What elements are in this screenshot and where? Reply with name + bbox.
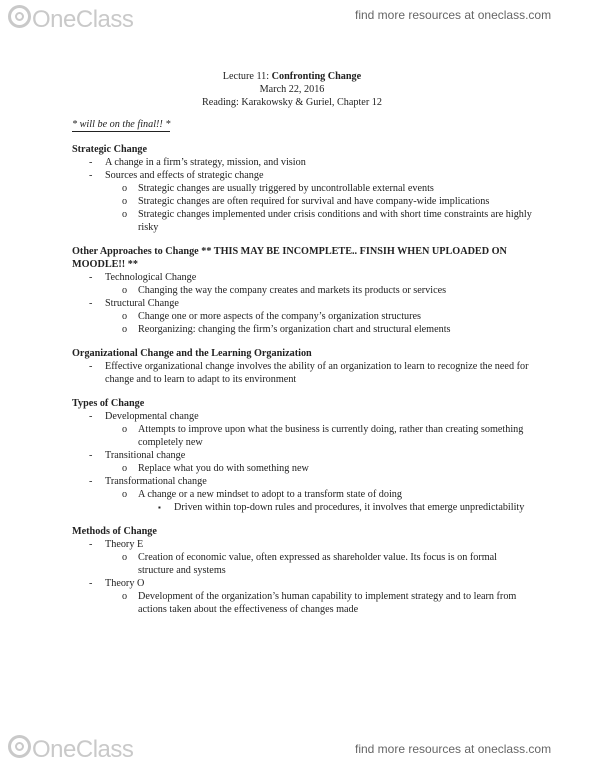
sub-list-item	[72, 195, 532, 208]
list-item	[72, 271, 532, 284]
logo-ring-icon	[8, 5, 31, 28]
oneclass-logo-bottom	[8, 735, 133, 764]
logo-ring-icon	[8, 735, 31, 758]
square-marker: ▪	[158, 503, 161, 512]
lecture-number: Lecture 11:	[222, 71, 272, 82]
logo-text: OneClass	[32, 6, 134, 33]
top-bar	[0, 0, 595, 32]
sub-list-item	[72, 182, 532, 195]
list-item-text: Replace what you do with something new	[138, 463, 309, 474]
oneclass-logo	[8, 5, 133, 34]
list-item-text: Strategic changes are usually triggered by uncontrollable external events	[138, 183, 434, 194]
sub-list-item	[72, 208, 532, 234]
logo-text: OneClass	[32, 736, 134, 763]
sub-list-item	[72, 310, 532, 323]
list-item-text: Effective organizational change involves the ability of an organization to learn to recognize the need for change and to learn to adapt to its environment	[105, 361, 529, 385]
circle-marker: o	[122, 183, 128, 194]
document-body	[72, 70, 532, 616]
list-item-text: A change or a new mindset to adopt to a transform state of doing	[138, 489, 402, 500]
circle-marker: o	[122, 285, 128, 296]
dash-marker: -	[89, 170, 93, 181]
list-item	[72, 449, 532, 462]
section-title: Strategic Change	[72, 144, 147, 155]
list-item	[72, 169, 532, 182]
circle-marker: o	[122, 489, 128, 500]
sub-list-item	[72, 590, 532, 616]
dash-marker: -	[89, 272, 93, 283]
list-item	[72, 410, 532, 423]
circle-marker: o	[122, 463, 128, 474]
list-item-text: Transitional change	[105, 450, 186, 461]
list-item-text: Theory E	[105, 539, 144, 550]
lecture-topic: Confronting Change	[271, 71, 362, 82]
dash-marker: -	[89, 578, 93, 589]
section-title: Types of Change	[72, 398, 145, 409]
dash-marker: -	[89, 157, 93, 168]
circle-marker: o	[122, 424, 128, 435]
list-item	[72, 577, 532, 590]
circle-marker: o	[122, 324, 128, 335]
sub-list-item	[72, 488, 532, 501]
circle-marker: o	[122, 209, 128, 220]
list-item-text: Technological Change	[105, 272, 197, 283]
list-item	[72, 297, 532, 310]
list-item-text: Strategic changes implemented under crisis conditions and with short time constraints are highly risky	[138, 209, 532, 233]
section-title: Other Approaches to Change ** THIS MAY BE INCOMPLETE.. FINSIH WHEN UPLOADED ON MOODLE!! **	[72, 246, 507, 270]
list-item-text: Transformational change	[105, 476, 207, 487]
lecture-header	[52, 70, 532, 109]
dash-marker: -	[89, 539, 93, 550]
sub-list-item	[72, 462, 532, 475]
lecture-reading: Reading: Karakowsky & Guriel, Chapter 12	[202, 97, 382, 108]
dash-marker: -	[89, 411, 93, 422]
list-item-text: Changing the way the company creates and markets its products or services	[138, 285, 447, 296]
circle-marker: o	[122, 552, 128, 563]
sub-list-item	[72, 284, 532, 297]
dash-marker: -	[89, 361, 93, 372]
list-item-text: Structural Change	[105, 298, 179, 309]
find-more-link[interactable]: find more resources at oneclass.com	[355, 8, 552, 22]
find-more-link-bottom[interactable]: find more resources at oneclass.com	[355, 742, 552, 756]
lecture-title	[52, 70, 532, 83]
list-item-text: Reorganizing: changing the firm’s organization chart and structural elements	[138, 324, 451, 335]
list-item	[72, 360, 532, 386]
list-item-text: Change one or more aspects of the company’s organization structures	[138, 311, 421, 322]
list-item-text: Sources and effects of strategic change	[105, 170, 264, 181]
list-item-text: Theory O	[105, 578, 145, 589]
sub-list-item	[72, 323, 532, 336]
circle-marker: o	[122, 196, 128, 207]
list-item	[72, 475, 532, 488]
list-item-text: Development of the organization’s human capability to implement strategy and to learn from actions taken about the effectiveness of changes made	[138, 591, 517, 615]
sub-list-item	[72, 423, 532, 449]
section-title: Methods of Change	[72, 526, 157, 537]
sub-list-item	[72, 551, 532, 577]
circle-marker: o	[122, 311, 128, 322]
dash-marker: -	[89, 298, 93, 309]
lecture-date: March 22, 2016	[259, 84, 325, 95]
dash-marker: -	[89, 450, 93, 461]
circle-marker: o	[122, 591, 128, 602]
list-item-text: Attempts to improve upon what the business is currently doing, rather than creating something completely new	[138, 424, 524, 448]
sub-sub-list-item	[72, 501, 532, 514]
list-item-text: Strategic changes are often required for survival and have company-wide implications	[138, 196, 490, 207]
list-item	[72, 538, 532, 551]
list-item-text: A change in a firm’s strategy, mission, and vision	[105, 157, 306, 168]
final-note: * will be on the final!! *	[72, 119, 171, 130]
list-item	[72, 156, 532, 169]
list-item-text: Driven within top-down rules and procedures, it involves that emerge unpredictability	[174, 502, 525, 513]
list-item-text: Creation of economic value, often expressed as shareholder value. Its focus is on formal structure and systems	[138, 552, 497, 576]
section-title: Organizational Change and the Learning Organization	[72, 348, 312, 359]
dash-marker: -	[89, 476, 93, 487]
list-item-text: Developmental change	[105, 411, 199, 422]
